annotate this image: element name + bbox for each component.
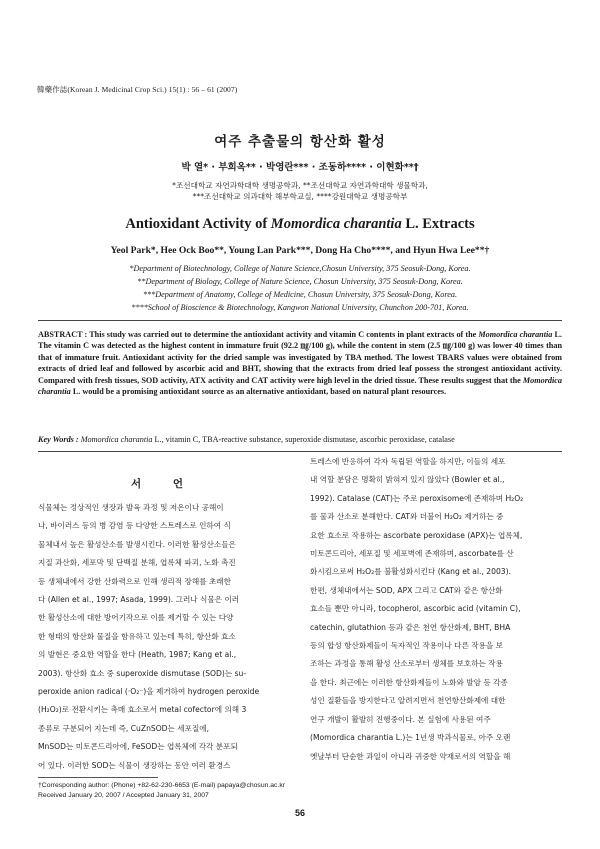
text-line: catechin, glutathion 등과 같은 천연 항산화제, BHT, BHA: [310, 622, 511, 632]
english-affiliation-3: ***Department of Anatomy, College of Medicine, Chosun University, 375 Seosuk-Dong, Korea.: [142, 290, 458, 299]
text-line: 미토콘드리아, 세포질 및 세포벽에 존재하며, ascorbate를 산: [310, 549, 514, 559]
footnote-rule: [38, 777, 158, 778]
korean-affiliation-1: *조선대학교 자연과학대학 생명공학과, **조선대학교 자연과학대학 생물학과,: [172, 181, 428, 190]
text-line: 화시킴으로써 H₂O₂를 불활성화시킨다 (Kang et al., 2003).: [310, 567, 511, 577]
text-line: 요한 효소로 작용하는 ascorbate peroxidase (APX)는 엽록체,: [310, 530, 523, 540]
keywords: Key Words : Momordica charantia L., vitamin C, TBA-reactive substance, superoxide dismutase, ascorbic peroxidase, catalase: [38, 435, 455, 444]
text-line: 식물체는 정상적인 생장과 발육 과정 및 저온이나 공해이: [38, 503, 224, 512]
text-line: 한 형태의 항산화 물질을 함유하고 있는데 특히, 항산화 효소: [38, 631, 236, 641]
text-line: (H₂O₂)로 전환시키는 촉매 효소로서 metal cofector에 의해 3: [38, 705, 247, 715]
english-title-species: Momordica charantia: [270, 216, 402, 232]
text-line: 옛날부터 단순한 과일이 아니라 귀중한 약재로서의 역할을 해: [310, 751, 511, 761]
korean-title: 여주 추출물의 항산화 활성: [214, 134, 386, 150]
text-line: 1992). Catalase (CAT)는 주로 peroxisome에 존재하며 H₂O₂: [310, 493, 524, 503]
text-line: 의 발현은 중요한 역할을 한다 (Heath, 1987; Kang et al.,: [38, 650, 237, 660]
korean-authors: 박 열* · 부희옥** · 박영란*** · 조동하**** · 이현화**†: [181, 162, 419, 173]
text-line: 지질 과산화, 세포막 및 단백질 분해, 엽록체 파괴, 노화 촉진: [38, 558, 236, 568]
text-line: 등의 합성 항산화제들이 독자적인 작용이나 다른 작용을 보: [310, 641, 503, 651]
korean-affiliation-2: ***조선대학교 의과대학 해부학교실, ****강원대학교 생명공학부: [192, 192, 408, 201]
text-line: 연구 개발이 활발히 진행중이다. 본 실험에 사용된 여주: [310, 714, 491, 724]
abstract-top-rule: [38, 320, 562, 321]
text-line: 효소들 뿐만 아니라, tocopherol, ascorbic acid (vitamin C),: [310, 604, 521, 614]
abstract: ABSTRACT : This study was carried out to determine the antioxidant activity and vitamin C contents in plant extracts of the Momordica charantia L. The vitamin C was detected as the highest content in immature fruit (92.2 ㎎/100 g), while the content in stem (2.5 ㎎/100 g) was lower 40 times than that of immature fruit. Antioxidant activity for the dried sample was investigated by TBA method. The lowest TBARS values were obtained from extracts of dried leaf and followed by ascorbic acid and BHT, showing that the extracts from dried leaf possess the strongest antioxidant activity. Compared with fresh tissues, SOD activity, ATX activity and CAT activity were high level in the dried tissue. These results suggest that the Momordica charantia L. would be a promising antioxidant source as an alternative antioxidant, based on natural plant resources.: [38, 330, 562, 397]
text-line: 한 활성산소에 대한 방어기작으로 이를 제거할 수 있는 다양: [38, 613, 234, 623]
english-authors: Yeol Park*, Hee Ock Boo**, Young Lan Park***, Dong Ha Cho****, and Hyun Hwa Lee**†: [110, 245, 490, 256]
right-column-text: [310, 453, 562, 766]
text-line: 나, 바이러스 등의 병 감염 등 다양한 스트레스로 인하여 식: [38, 521, 231, 531]
english-title: Antioxidant Activity of Momordica charantia L. Extracts: [125, 216, 475, 232]
left-column-text: [38, 499, 290, 775]
abstract-bottom-rule: [38, 451, 562, 452]
text-line: 조하는 과정을 통해 활성 산소로부터 생체를 보호하는 작용: [310, 659, 503, 669]
journal-citation: 韓藥作誌(Korean J. Medicinal Crop Sci.) 15(1) : 56 – 61 (2007): [37, 85, 238, 94]
text-line: 다 (Allen et al., 1997; Asada, 1999). 그러나 식물은 이러: [38, 595, 240, 605]
text-line: 2003). 항산화 효소 중 superoxide dismutase (SOD)는 su-: [38, 668, 247, 678]
english-affiliation-1: *Department of Biotechnology, College of Nature Science,Chosun University, 375 Seosuk-Dong, Korea.: [129, 264, 471, 273]
abstract-label: ABSTRACT :: [38, 330, 90, 339]
text-line: 등 생체내에서 강한 산화력으로 인해 생리적 장해를 초래한: [38, 576, 231, 586]
section-heading-introduction: 서 언: [131, 478, 197, 490]
keywords-label: Key Words :: [38, 435, 81, 444]
english-affiliation-4: ****School of Bioscience & Biotechnology, Kangwon National University, Chunchon 200-701, Korea.: [131, 303, 469, 312]
text-line: 을 한다. 최근에는 이러한 항산화제들이 노화와 발암 등 각종: [310, 677, 508, 687]
text-line: 한편, 생체내에서는 SOD, APX 그리고 CAT와 같은 항산화: [310, 585, 503, 595]
footnote-received-date: Received January 20, 2007 / Accepted January 31, 2007: [38, 792, 209, 799]
footnote-corresponding-author: †Corresponding author: (Phone) +82-62-230-6653 (E-mail) papaya@chosun.ac.kr: [38, 782, 286, 789]
text-line: MnSOD는 미토콘드리아에, FeSOD는 엽록체에 각각 분포되: [38, 742, 238, 752]
text-line: peroxide anion radical (·O₂⁻)을 제거하여 hydrogen peroxide: [38, 687, 260, 697]
page-number: 56: [294, 808, 305, 818]
text-line: 를 물과 산소로 분해한다. CAT와 더불어 H₂O₂ 제거하는 중: [310, 512, 504, 522]
text-line: 트레스에 반응하여 각자 독립된 역할을 하지만, 이들의 세포: [310, 457, 506, 466]
text-line: 종류로 구분되어 지는데 즉, CuZnSOD는 세포질에,: [38, 723, 210, 733]
english-affiliation-2: **Department of Biology, College of Nature Science, Chosun University, 375 Seosuk-Dong, Korea.: [137, 277, 463, 286]
text-line: 내 역할 분담은 명확히 밝혀져 있지 않았다 (Bowler et al.,: [310, 475, 505, 485]
text-line: 물체내서 높은 활성산소를 발생시킨다. 이러한 활성산소들은: [38, 539, 236, 549]
text-line: 성인 질환들을 방지한다고 알려지면서 천연항산화제에 대한: [310, 696, 506, 706]
text-line: 어 있다. 이러한 SOD는 식물이 생장하는 동안 여러 환경스: [38, 760, 231, 770]
text-line: (Momordica charantia L.)는 1년생 박과식물로, 아주 오랜: [310, 733, 511, 743]
